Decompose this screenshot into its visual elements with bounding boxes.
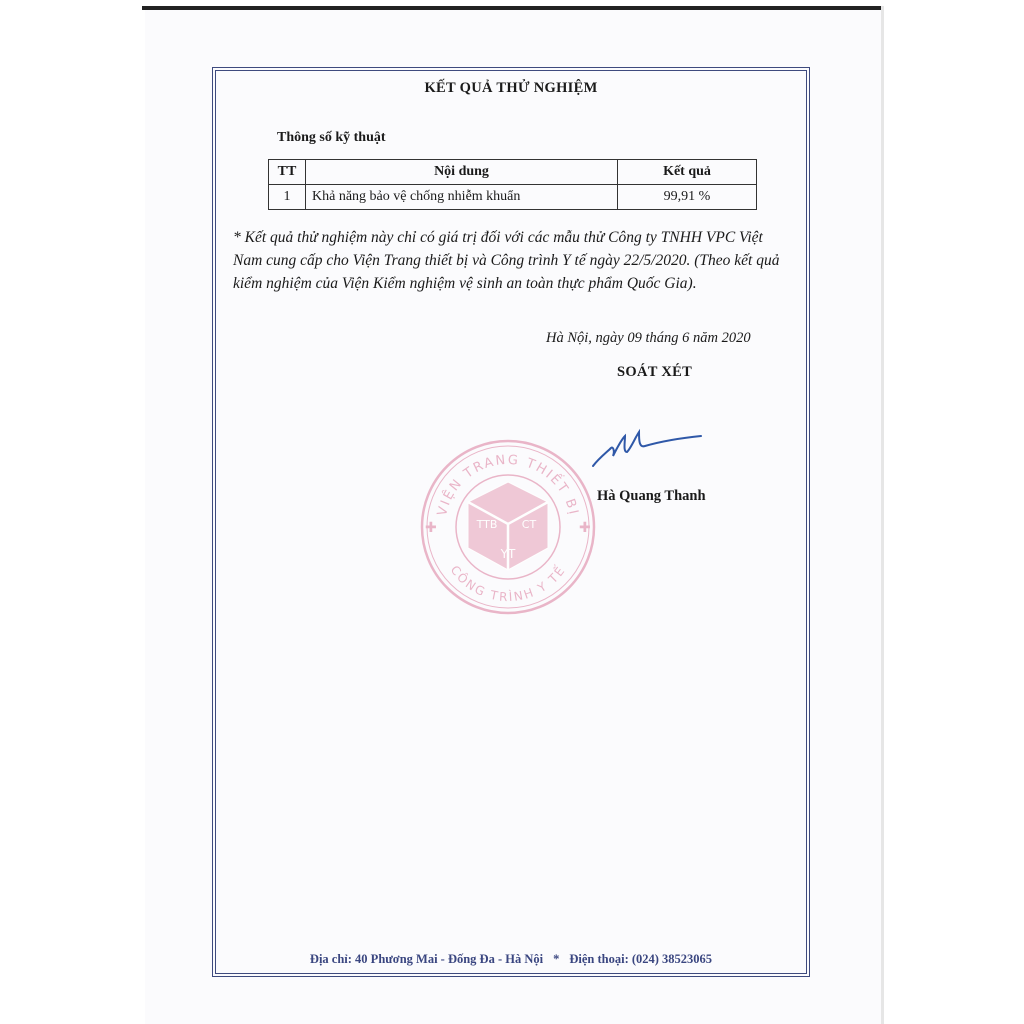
footer-separator: * (553, 952, 560, 966)
seal-face-right: CT (521, 518, 537, 531)
seal-face-left: TTB (476, 518, 498, 531)
signer-name: Hà Quang Thanh (597, 488, 706, 504)
footer (213, 952, 809, 967)
validity-note: * Kết quả thử nghiệm này chỉ có giá trị đối với các mẫu thử Công ty TNHH VPC Việt Nam cung cấp cho Viện Trang thiết bị và Công trình Y tế ngày 22/5/2020. (Theo kết quả kiểm nghiệm của Viện Kiểm nghiệm vệ sinh an toàn thực phẩm Quốc Gia). (233, 229, 780, 292)
review-label: SOÁT XÉT (617, 364, 693, 380)
section-heading: Thông số kỹ thuật (277, 130, 386, 145)
table-header-row (269, 160, 757, 185)
scan-right-edge (881, 6, 884, 1024)
row-result: 99,91 % (618, 185, 757, 210)
header-tt: TT (269, 160, 306, 185)
document-frame (212, 67, 810, 977)
footer-address: Địa chỉ: 40 Phương Mai - Đống Đa - Hà Nội (309, 952, 544, 966)
spec-table (268, 159, 757, 210)
seal-face-bottom: YT (500, 547, 516, 561)
scan-margin (0, 0, 142, 1024)
official-seal (415, 434, 601, 620)
seal-cross-right: ✚ (579, 521, 591, 536)
table-row (269, 185, 757, 210)
footer-phone: Điện thoại: (024) 38523065 (569, 952, 713, 966)
header-content: Nội dung (306, 160, 618, 185)
handwritten-signature (589, 418, 709, 470)
seal-cross-left: ✚ (425, 521, 437, 536)
seal-top-text: VIỆN TRANG THIẾT BỊ (434, 452, 581, 518)
document-title: KẾT QUẢ THỬ NGHIỆM (424, 80, 598, 96)
row-tt: 1 (269, 185, 306, 210)
header-result: Kết quả (618, 160, 757, 185)
place-date: Hà Nội, ngày 09 tháng 6 năm 2020 (546, 330, 751, 346)
seal-bottom-text: CÔNG TRÌNH Y TẾ (447, 562, 569, 605)
seal-cube-emblem (468, 482, 548, 570)
row-content: Khả năng bảo vệ chống nhiễm khuẩn (306, 185, 618, 210)
